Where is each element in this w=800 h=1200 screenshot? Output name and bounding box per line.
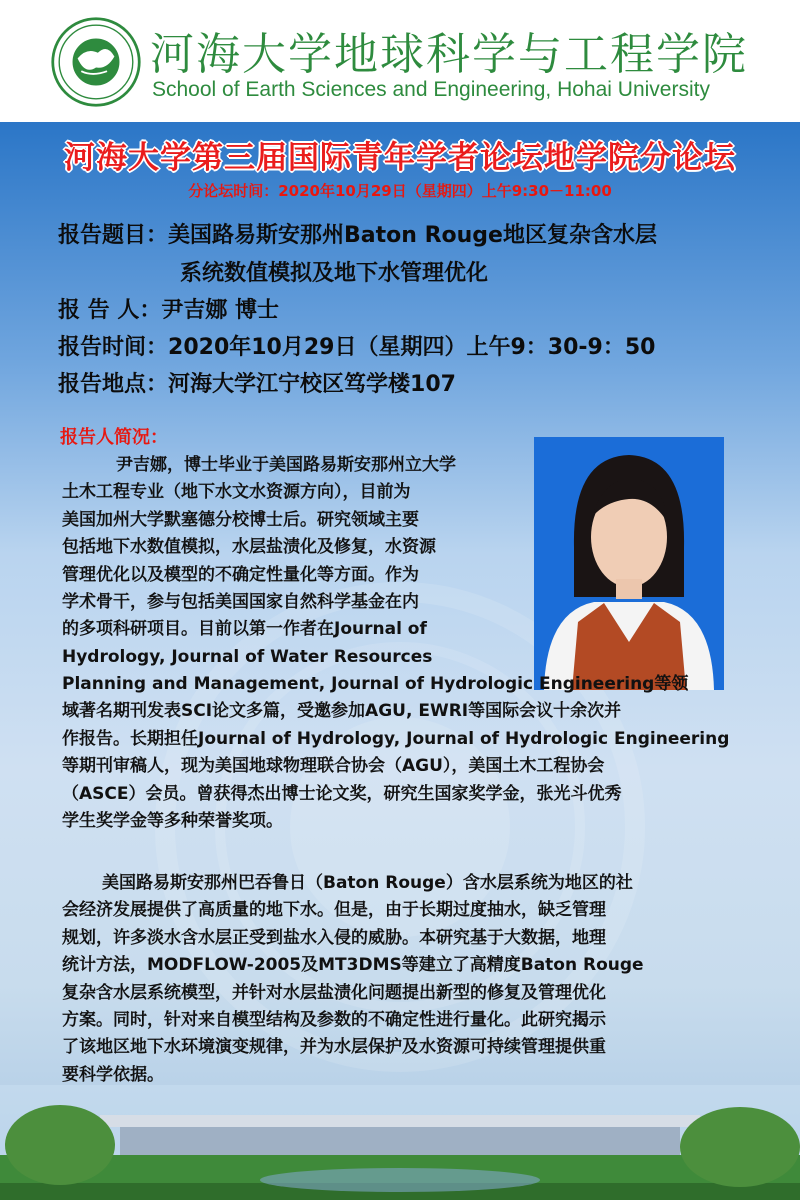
bio-line: 美国路易斯安那州巴吞鲁日（Baton Rouge）含水层系统为地区的社 [102,873,633,893]
bio-line: Planning and Management, Journal of Hydrologic Engineering等领 [62,674,689,694]
bio-line: 了该地区地下水环境演变规律，并为水层保护及水资源可持续管理提供重 [62,1037,606,1058]
bio-line: Hydrology, Journal of Water Resources [62,646,433,667]
bio-line: 规划，许多淡水含水层正受到盐水入侵的威胁。本研究基于大数据，地理 [62,927,606,948]
report-topic-line2: 系统数值模拟及地下水管理优化 [180,261,489,286]
bio-line: 尹吉娜，博士毕业于美国路易斯安那州立大学 [116,455,456,475]
report-speaker: 尹吉娜 博士 [161,298,279,323]
bio-line: 学术骨干，参与包括美国国家自然科学基金在内 [62,592,419,613]
bio-line: 要科学依据。 [62,1064,164,1085]
header [0,0,800,122]
school-name-en: School of Earth Sciences and Engineering, Hohai University [152,78,710,101]
report-topic-row [58,218,657,249]
bio-line: 土木工程专业（地下水文水资源方向），目前为 [62,482,411,503]
speaker-portrait-icon [534,437,724,690]
campus-scene [0,1085,800,1200]
school-name-cn: 河海大学地球科学与工程学院 [150,29,748,80]
bio-line: 统计方法，MODFLOW-2005及MT3DMS等建立了高精度Baton Rouge [62,955,644,976]
bio-line: 的多项科研项目。目前以第一作者在Journal of [62,619,427,640]
bio-section-title: 报告人简况： [60,427,168,448]
report-topic-label: 报告题目： [58,223,169,248]
report-place-label: 报告地点： [58,372,169,397]
bio-paragraph-narrow [62,452,522,671]
forum-time: 分论坛时间：2020年10月29日（星期四）上午9:30－11:00 [188,182,612,200]
speaker-photo [534,437,724,690]
bio-line: 管理优化以及模型的不确定性量化等方面。作为 [62,564,419,585]
university-logo-icon [50,16,142,108]
report-time: 2020年10月29日（星期四）上午9：30-9：50 [168,335,656,360]
bio-line: 作报告。长期担任Journal of Hydrology, Journal of Hydrologic Engineering [62,728,730,749]
bio-line: （ASCE）会员。曾获得杰出博士论文奖，研究生国家奖学金，张光斗优秀 [62,783,622,804]
bio-line: 复杂含水层系统模型，并针对水层盐渍化问题提出新型的修复及管理优化 [62,982,606,1003]
report-time-label: 报告时间： [58,335,169,360]
report-place: 河海大学江宁校区笃学楼107 [168,372,456,397]
report-place-row [58,367,456,398]
report-speaker-row [58,293,279,324]
bio-paragraph-wide [62,671,742,835]
bio-line: 美国加州大学默塞德分校博士后。研究领域主要 [62,509,419,530]
bio-line: 域著名期刊发表SCI论文多篇，受邀参加AGU, EWRI等国际会议十余次并 [62,701,622,722]
report-topic-line1: 美国路易斯安那州Baton Rouge地区复杂含水层 [168,223,657,248]
bio-line: 会经济发展提供了高质量的地下水。但是，由于长期过度抽水，缺乏管理 [62,900,606,921]
bio-line: 包括地下水数值模拟，水层盐渍化及修复，水资源 [62,537,436,558]
research-paragraph [62,870,742,1089]
report-time-row [58,330,655,361]
forum-title: 河海大学第三届国际青年学者论坛地学院分论坛 [64,140,736,176]
report-speaker-label: 报 告 人： [58,298,162,323]
bio-line: 方案。同时，针对来自模型结构及参数的不确定性进行量化。此研究揭示 [62,1010,606,1031]
bio-line: 学生奖学金等多种荣誉奖项。 [62,811,283,832]
bio-line: 等期刊审稿人，现为美国地球物理联合协会（AGU），美国土木工程协会 [62,756,605,777]
